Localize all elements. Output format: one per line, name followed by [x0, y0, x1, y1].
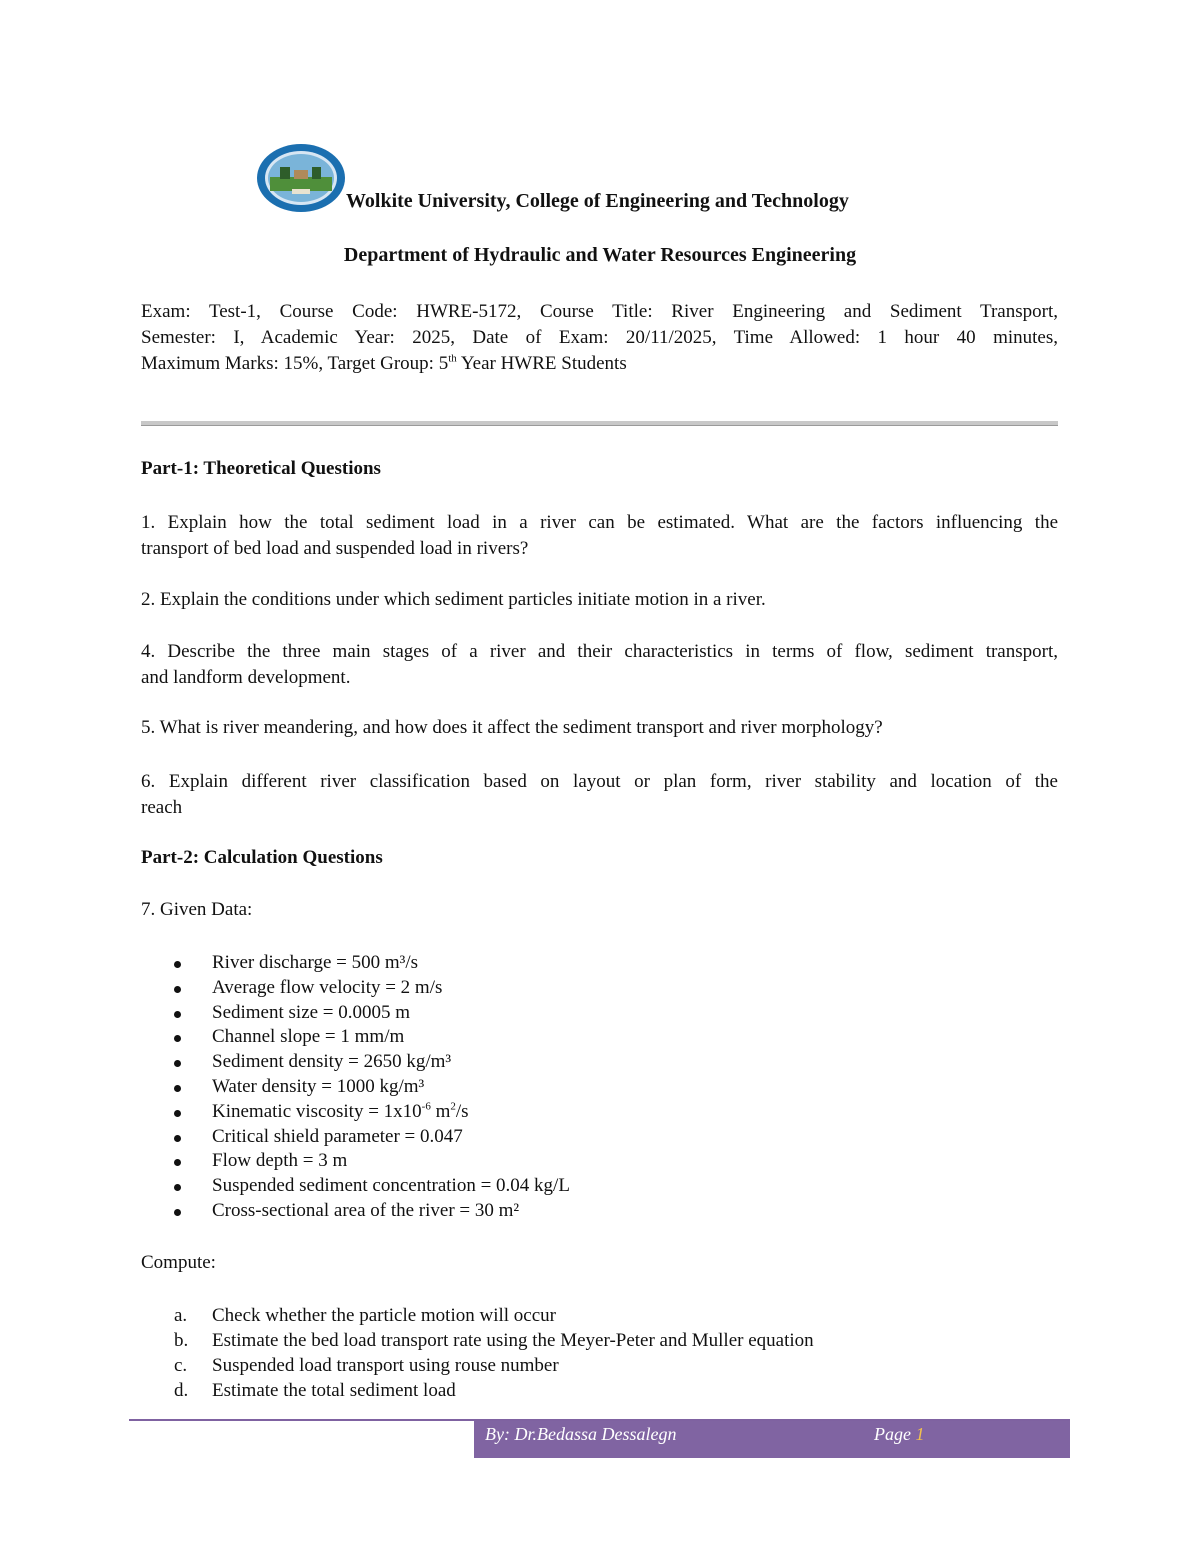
- question-1: [141, 510, 1058, 562]
- question-1-line-1: 1. Explain how the total sediment load in a river can be estimated. What are the factors influencing the: [141, 512, 1058, 533]
- question-6-line-1: 6. Explain different river classification based on layout or plan form, river stability and location of the: [141, 771, 1058, 792]
- bullet-icon: [174, 1184, 181, 1191]
- bullet-icon: [174, 1035, 181, 1042]
- exponent: -6: [421, 1100, 431, 1113]
- item-letter: a.: [174, 1305, 188, 1326]
- part1-heading: Part-1: Theoretical Questions: [141, 458, 381, 479]
- target-group-text: Maximum Marks: 15%, Target Group: 5: [141, 353, 449, 374]
- target-group-rest: Year HWRE Students: [456, 353, 627, 374]
- list-item: [141, 1100, 841, 1125]
- list-item: [141, 1149, 841, 1174]
- bullet-icon: [174, 986, 181, 993]
- question-5: 5. What is river meandering, and how does it affect the sediment transport and river morphology?: [141, 717, 883, 738]
- given-item-text: Critical shield parameter = 0.047: [212, 1125, 463, 1147]
- exam-info: [141, 299, 1058, 377]
- given-item-text: Water density = 1000 kg/m³: [212, 1075, 425, 1097]
- question-6: [141, 769, 1058, 821]
- bullet-icon: [174, 1135, 181, 1142]
- list-item: [141, 1075, 841, 1100]
- question-2: 2. Explain the conditions under which sediment particles initiate motion in a river.: [141, 589, 766, 610]
- list-item: [141, 1025, 841, 1050]
- list-item: [141, 1125, 841, 1150]
- department-title: Department of Hydraulic and Water Resources Engineering: [343, 244, 857, 266]
- given-item-text: Sediment size = 0.0005 m: [212, 1001, 411, 1023]
- given-item-text: Kinematic viscosity = 1x10: [212, 1100, 422, 1122]
- list-item: [141, 1001, 841, 1026]
- item-text: Check whether the particle motion will occur: [212, 1305, 556, 1326]
- given-item-text: Channel slope = 1 mm/m: [212, 1026, 405, 1048]
- given-item-text: Average flow velocity = 2 m/s: [212, 976, 443, 998]
- compute-list: [141, 1303, 941, 1403]
- list-item: [141, 1050, 841, 1075]
- compute-label: Compute:: [141, 1252, 216, 1273]
- exam-info-line-3: [141, 351, 1058, 377]
- page-number: 1: [915, 1424, 925, 1444]
- unit-text: m: [430, 1100, 451, 1122]
- given-item-text: Cross-sectional area of the river = 30 m²: [212, 1199, 520, 1221]
- exam-info-line-1: Exam: Test-1, Course Code: HWRE-5172, Course Title: River Engineering and Sediment Transport,: [141, 301, 1058, 322]
- unit-text-rest: /s: [455, 1100, 469, 1122]
- list-item: [141, 1174, 841, 1199]
- question-6-line-2: reach: [141, 797, 183, 818]
- item-letter: c.: [174, 1355, 188, 1376]
- footer-page: [874, 1424, 924, 1445]
- exam-info-line-2: Semester: I, Academic Year: 2025, Date of Exam: 20/11/2025, Time Allowed: 1 hour 40 minutes,: [141, 327, 1058, 348]
- list-item: [141, 1328, 941, 1353]
- page-label: Page: [874, 1424, 916, 1444]
- bullet-icon: [174, 1085, 181, 1092]
- university-logo-icon: [256, 143, 346, 213]
- item-text: Estimate the total sediment load: [212, 1380, 456, 1401]
- bullet-icon: [174, 1110, 181, 1117]
- question-4-line-2: and landform development.: [141, 667, 351, 688]
- bullet-icon: [174, 961, 181, 968]
- horizontal-divider: [141, 421, 1058, 426]
- ordinal-suffix: th: [448, 352, 457, 365]
- given-item-text: Flow depth = 3 m: [212, 1150, 348, 1172]
- question-7-intro: 7. Given Data:: [141, 899, 253, 920]
- bullet-icon: [174, 1011, 181, 1018]
- item-text: Estimate the bed load transport rate using the Meyer-Peter and Muller equation: [212, 1330, 814, 1351]
- footer-author: By: Dr.Bedassa Dessalegn: [485, 1424, 677, 1444]
- list-item: [141, 951, 841, 976]
- list-item: [141, 1303, 941, 1328]
- item-letter: b.: [174, 1330, 189, 1351]
- given-item-text: River discharge = 500 m³/s: [212, 952, 419, 973]
- bullet-icon: [174, 1159, 181, 1166]
- bullet-icon: [174, 1060, 181, 1067]
- unit-exponent: 2: [450, 1100, 456, 1113]
- list-item: [141, 1199, 841, 1224]
- question-1-line-2: transport of bed load and suspended load in rivers?: [141, 538, 529, 559]
- item-text: Suspended load transport using rouse number: [212, 1355, 559, 1376]
- given-item-text: Suspended sediment concentration = 0.04 kg/L: [212, 1175, 570, 1197]
- bullet-icon: [174, 1209, 181, 1216]
- question-4-line-1: 4. Describe the three main stages of a river and their characteristics in terms of flow, sediment transport,: [141, 641, 1058, 662]
- university-title: Wolkite University, College of Engineering and Technology: [346, 190, 849, 212]
- given-data-list: [141, 951, 841, 1224]
- list-item: [141, 976, 841, 1001]
- item-letter: d.: [174, 1380, 189, 1401]
- part2-heading: Part-2: Calculation Questions: [141, 847, 383, 868]
- list-item: [141, 1353, 941, 1378]
- given-item-text: Sediment density = 2650 kg/m³: [212, 1051, 452, 1073]
- question-4: [141, 639, 1058, 691]
- list-item: [141, 1378, 941, 1403]
